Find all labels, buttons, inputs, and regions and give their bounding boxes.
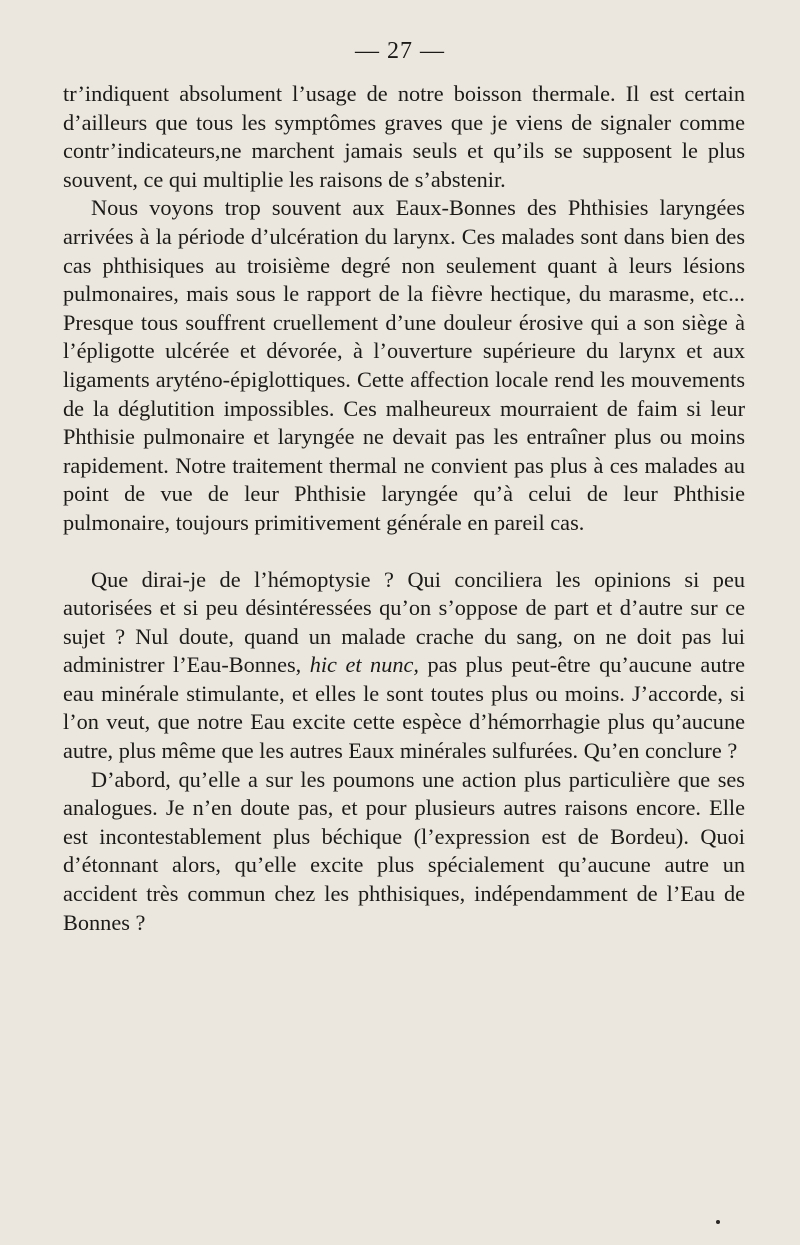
printer-dot-mark: [716, 1220, 720, 1224]
latin-phrase: hic et nunc,: [309, 652, 419, 678]
text-body: [63, 80, 745, 937]
paragraph-contraindications: tr’indiquent absolument l’usage de notre boisson thermale. Il est certain d’ailleurs que tous les symptômes graves que je viens de signaler comme contr’indicateurs,ne marchent jamais seuls et qu’ils se supposent le plus souvent, ce qui multiplie les raisons de s’abstenir.: [63, 81, 745, 192]
page-number: — 27 —: [355, 38, 445, 64]
paragraph-pulmonary-action: D’abord, qu’elle a sur les poumons une action plus particulière que ses analogues. Je n’en doute pas, et pour plusieurs autres raisons encore. Elle est incontestablement plus béchique (l’expression est de Bordeu). Quoi d’étonnant alors, qu’elle excite plus spécialement qu’aucune autre un accident très commun chez les phthisiques, indépendamment de l’Eau de Bonnes ?: [63, 766, 745, 935]
paragraph-laryngeal-phthisis: Nous voyons trop souvent aux Eaux-Bonnes des Phthisies laryngées arrivées à la période d’ulcération du larynx. Ces malades sont dans bien des cas phthisiques au troisième degré non seulement quant à leurs lésions pulmonaires, mais sous le rapport de la fièvre hectique, du marasme, etc... Presque tous souffrent cruellement d’une douleur érosive qui a son siège à l’épligotte ulcérée et dévorée, à l’ouverture supérieure du larynx et aux ligaments aryténo-épiglottiques. Cette affection locale rend les mouvements de la déglutition impossibles. Ces malheureux mourraient de faim si leur Phthisie pulmonaire et laryngée ne devait pas les entraîner plus ou moins rapidement. Notre traitement thermal ne convient pas plus à ces malades au point de vue de leur Phthisie laryngée qu’à celui de leur Phthisie pulmonaire, toujours primitivement générale en pareil cas.: [63, 195, 745, 535]
paragraph-hemoptysis: [63, 566, 745, 766]
paragraph-hemoptysis-end: pas plus peut-être qu’aucune autre eau minérale stimulante, et elles le sont toutes plus ou moins. J’accorde, si l’on veut, que notre Eau excite cette espèce d’hémorrhagie plus qu’aucune autre, plus même que les autres Eaux minérales sulfurées. Qu’en conclure ?: [63, 652, 745, 764]
paragraph-hemoptysis-start: Que dirai-je de l’hémoptysie ? Qui conciliera les opinions si peu autorisées et si peu désintéressées qu’on s’oppose de part et d’autre sur ce sujet ? Nul doute, quand un malade crache du sang, on ne doit pas lui administrer l’Eau-Bonnes,: [63, 566, 745, 678]
